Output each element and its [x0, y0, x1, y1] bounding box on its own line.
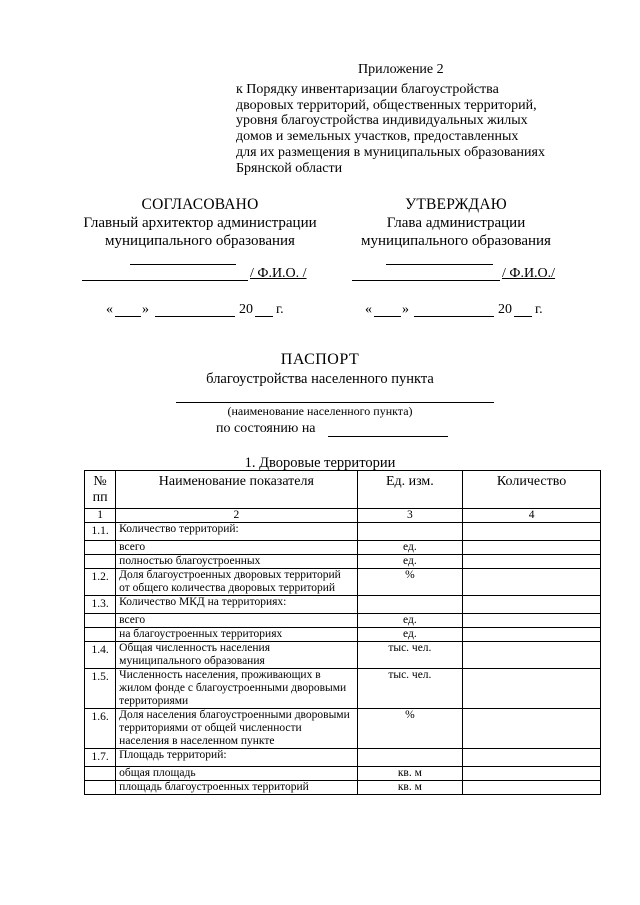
row-unit: ед.	[357, 541, 463, 555]
row-qty-cell[interactable]	[463, 614, 601, 628]
row-unit	[357, 596, 463, 614]
row-name: площадь благоустроенных территорий	[116, 781, 357, 795]
header-unit: Ед. изм.	[357, 471, 463, 509]
column-number: 4	[463, 509, 601, 523]
table-row	[85, 709, 601, 749]
row-qty-cell[interactable]	[463, 523, 601, 541]
approval-right-org: муниципального образования	[361, 233, 551, 249]
table-row	[85, 628, 601, 642]
row-qty-cell[interactable]	[463, 596, 601, 614]
row-unit: %	[357, 709, 463, 749]
left-date-year-line[interactable]	[255, 316, 273, 317]
row-unit: ед.	[357, 628, 463, 642]
row-qty-cell[interactable]	[463, 569, 601, 596]
table-row	[85, 749, 601, 767]
table-row	[85, 767, 601, 781]
approval-left-org: муниципального образования	[105, 233, 295, 249]
row-unit: тыс. чел.	[357, 669, 463, 709]
header-num: № пп	[85, 471, 116, 509]
passport-subtitle: благоустройства населенного пункта	[206, 371, 434, 387]
table-row	[85, 614, 601, 628]
left-date-month-line[interactable]	[155, 316, 235, 317]
table-row	[85, 642, 601, 669]
row-qty-cell[interactable]	[463, 709, 601, 749]
row-name: Количество МКД на территориях:	[116, 596, 357, 614]
row-num: 1.4.	[85, 642, 116, 669]
row-num: 1.5.	[85, 669, 116, 709]
table-row	[85, 555, 601, 569]
column-number-row	[85, 509, 601, 523]
left-date-year-suffix: г.	[276, 302, 284, 317]
row-num: 1.6.	[85, 709, 116, 749]
right-fio-label: / Ф.И.О./	[502, 266, 556, 281]
row-name: всего	[116, 541, 357, 555]
row-name: Общая численность населения муниципального образования	[116, 642, 357, 669]
approval-right-heading: УТВЕРЖДАЮ	[405, 196, 507, 213]
table-row	[85, 523, 601, 541]
row-qty-cell[interactable]	[463, 628, 601, 642]
row-unit	[357, 523, 463, 541]
right-date-close-quote: »	[402, 302, 409, 317]
header-name: Наименование показателя	[116, 471, 357, 509]
left-fio-label: / Ф.И.О. /	[250, 266, 307, 281]
row-num: 1.3.	[85, 596, 116, 614]
indicators-table	[84, 470, 601, 795]
row-num: 1.7.	[85, 749, 116, 767]
column-number: 1	[85, 509, 116, 523]
appendix-line: для их размещения в муниципальных образованиях	[236, 144, 545, 160]
approval-left-position: Главный архитектор администрации	[83, 215, 317, 231]
row-num	[85, 541, 116, 555]
right-signature-line[interactable]	[386, 264, 493, 265]
table-header-row	[85, 471, 601, 509]
row-qty-cell[interactable]	[463, 642, 601, 669]
table-row	[85, 596, 601, 614]
appendix-line: к Порядку инвентаризации благоустройства	[236, 82, 499, 97]
row-num	[85, 781, 116, 795]
row-qty-cell[interactable]	[463, 781, 601, 795]
approval-left-block	[70, 196, 330, 250]
as-of-date-line[interactable]	[328, 436, 448, 437]
row-name: Количество территорий:	[116, 523, 357, 541]
left-date-close-quote: »	[142, 302, 149, 317]
row-qty-cell[interactable]	[463, 749, 601, 767]
row-unit	[357, 749, 463, 767]
column-number: 2	[116, 509, 357, 523]
approval-right-block	[326, 196, 586, 250]
row-unit: тыс. чел.	[357, 642, 463, 669]
row-name: Численность населения, проживающих в жилом фонде с благоустроенными дворовыми территориями	[116, 669, 357, 709]
appendix-line: уровня благоустройства индивидуальных жилых	[236, 113, 528, 129]
row-num	[85, 614, 116, 628]
right-date-day-line[interactable]	[374, 316, 401, 317]
row-num	[85, 555, 116, 569]
settlement-name-line[interactable]	[176, 402, 494, 403]
header-qty: Количество	[463, 471, 601, 509]
left-name-line[interactable]	[82, 280, 248, 281]
table-row	[85, 569, 601, 596]
row-unit: кв. м	[357, 781, 463, 795]
left-date-open-quote: «	[106, 302, 113, 317]
row-unit: кв. м	[357, 767, 463, 781]
row-unit: ед.	[357, 614, 463, 628]
right-date-year-suffix: г.	[535, 302, 543, 317]
right-date-open-quote: «	[365, 302, 372, 317]
right-date-year-line[interactable]	[514, 316, 532, 317]
appendix-line: домов и земельных участков, предоставленных	[236, 129, 519, 145]
as-of-label: по состоянию на	[216, 421, 316, 436]
row-name: полностью благоустроенных	[116, 555, 357, 569]
row-name: Доля населения благоустроенными дворовыми территориями от общей численности населения в населенном пункте	[116, 709, 357, 749]
row-name: общая площадь	[116, 767, 357, 781]
passport-title: ПАСПОРТ	[280, 351, 360, 368]
row-unit: ед.	[357, 555, 463, 569]
table-row	[85, 669, 601, 709]
row-qty-cell[interactable]	[463, 541, 601, 555]
right-date-month-line[interactable]	[414, 316, 494, 317]
row-num: 1.1.	[85, 523, 116, 541]
column-number: 3	[357, 509, 463, 523]
row-name: Доля благоустроенных дворовых территорий от общего количества дворовых территорий	[116, 569, 357, 596]
approval-left-heading: СОГЛАСОВАНО	[141, 196, 259, 213]
row-num	[85, 628, 116, 642]
row-num	[85, 767, 116, 781]
table-row	[85, 541, 601, 555]
row-name: Площадь территорий:	[116, 749, 357, 767]
right-name-line[interactable]	[352, 280, 500, 281]
row-qty-cell[interactable]	[463, 669, 601, 709]
appendix-line: дворовых территорий, общественных территорий,	[236, 97, 537, 113]
right-date-year-prefix: 20	[498, 302, 512, 317]
approval-right-position: Глава администрации	[386, 215, 526, 231]
row-name: на благоустроенных территориях	[116, 628, 357, 642]
appendix-title: Приложение 2	[358, 62, 444, 77]
left-date-year-prefix: 20	[239, 302, 253, 317]
appendix-reference	[236, 82, 560, 176]
left-date-day-line[interactable]	[115, 316, 141, 317]
row-name: всего	[116, 614, 357, 628]
row-num: 1.2.	[85, 569, 116, 596]
table-row	[85, 781, 601, 795]
left-signature-line[interactable]	[130, 264, 236, 265]
row-qty-cell[interactable]	[463, 555, 601, 569]
row-unit: %	[357, 569, 463, 596]
row-qty-cell[interactable]	[463, 767, 601, 781]
settlement-name-hint: (наименование населенного пункта)	[227, 404, 413, 418]
appendix-line: Брянской области	[236, 160, 343, 176]
section-title: 1. Дворовые территории	[244, 455, 396, 471]
